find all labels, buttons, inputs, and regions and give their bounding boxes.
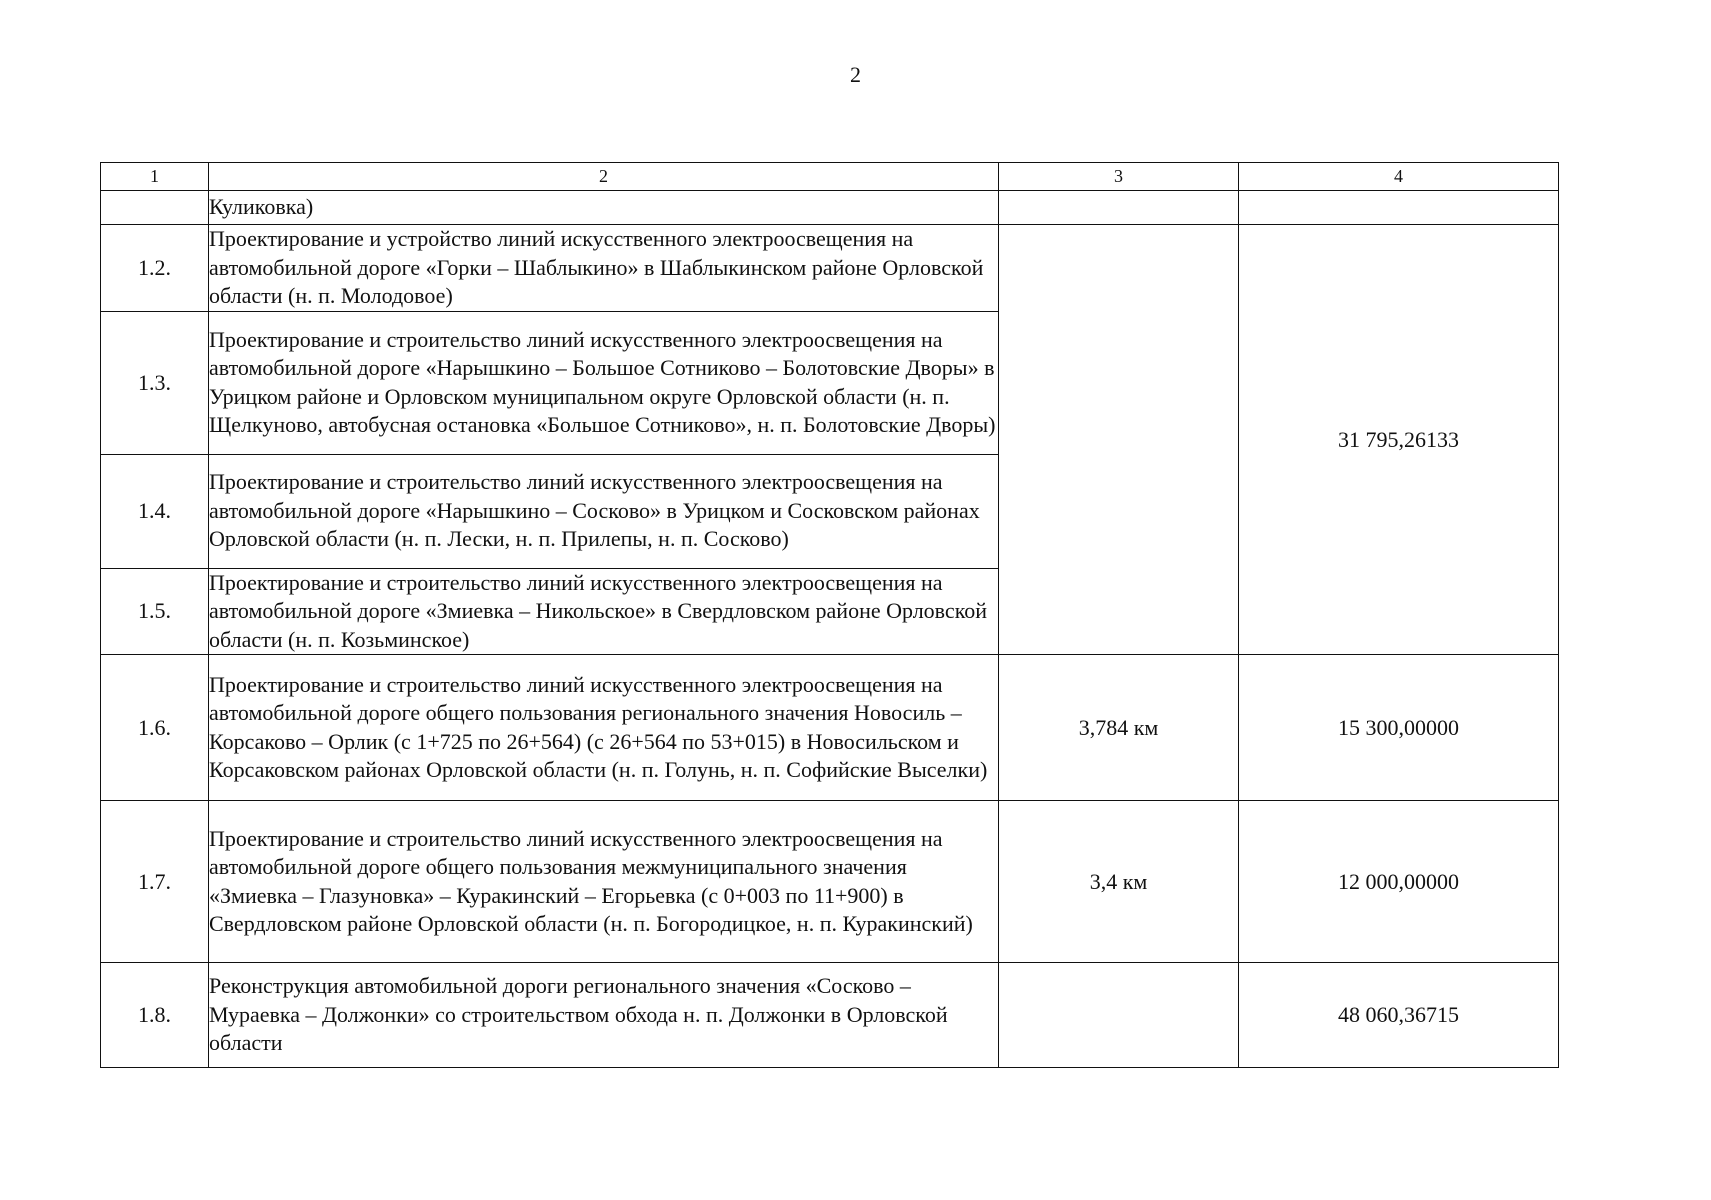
row-description-cell: Проектирование и устройство линий искусственного электроосвещения на автомобильной дороге «Горки – Шаблыкино» в Шаблыкинском районе Орловской области (н. п. Молодовое) [209, 225, 999, 312]
row-description-cell: Куликовка) [209, 191, 999, 225]
works-table [100, 162, 1559, 1068]
row-number-cell: 1.2. [101, 225, 209, 312]
row-description-cell: Проектирование и строительство линий искусственного электроосвещения на автомобильной дороге «Змиевка – Никольское» в Свердловском районе Орловской области (н. п. Козьминское) [209, 568, 999, 655]
row-number-cell: 1.8. [101, 963, 209, 1068]
row-description-cell: Проектирование и строительство линий искусственного электроосвещения на автомобильной дороге «Нарышкино – Большое Сотниково – Болотовские Дворы» в Урицком районе и Орловском муниципальном округе Орловской области (н. п. Щелкуново, автобусная остановка «Большое Сотниково», н. п. Болотовские Дворы) [209, 311, 999, 454]
row-description-cell: Проектирование и строительство линий искусственного электроосвещения на автомобильной дороге общего пользования межмуниципального значения «Змиевка – Глазуновка» – Куракинский – Егорьевка (с 0+003 по 11+900) в Свердловском районе Орловской области (н. п. Богородицкое, н. п. Куракинский) [209, 801, 999, 963]
row-number-cell [101, 191, 209, 225]
row-amount-cell: 12 000,00000 [1239, 801, 1559, 963]
table-row-continuation [101, 191, 1559, 225]
row-description-cell: Реконструкция автомобильной дороги регионального значения «Сосково – Мураевка – Должонки» со строительством обхода н. п. Должонки в Орловской области [209, 963, 999, 1068]
row-amount-cell: 48 060,36715 [1239, 963, 1559, 1068]
row-amount-cell [1239, 191, 1559, 225]
row-number-cell: 1.3. [101, 311, 209, 454]
row-number-cell: 1.6. [101, 655, 209, 801]
page-number: 2 [850, 62, 861, 87]
row-length-cell: 3,4 км [999, 801, 1239, 963]
header-cell-3: 3 [999, 163, 1239, 191]
table-row-1-2 [101, 225, 1559, 312]
table-row-1-6 [101, 655, 1559, 801]
row-length-cell [999, 963, 1239, 1068]
header-cell-1: 1 [101, 163, 209, 191]
row-description-cell: Проектирование и строительство линий искусственного электроосвещения на автомобильной дороге «Нарышкино – Сосково» в Урицком и Сосковском районах Орловской области (н. п. Лески, н. п. Прилепы, н. п. Сосково) [209, 454, 999, 568]
table-header-row [101, 163, 1559, 191]
header-cell-2: 2 [209, 163, 999, 191]
table-row-1-8 [101, 963, 1559, 1068]
header-cell-4: 4 [1239, 163, 1559, 191]
row-description-cell: Проектирование и строительство линий искусственного электроосвещения на автомобильной дороге общего пользования регионального значения Новосиль – Корсаково – Орлик (с 1+725 по 26+564) (с 26+564 по 53+015) в Новосильском и Корсаковском районах Орловской области (н. п. Голунь, н. п. Софийские Выселки) [209, 655, 999, 801]
table-row-1-7 [101, 801, 1559, 963]
row-length-cell [999, 191, 1239, 225]
row-number-cell: 1.5. [101, 568, 209, 655]
merged-amount-cell: 31 795,26133 [1239, 225, 1559, 655]
merged-length-cell [999, 225, 1239, 655]
row-number-cell: 1.4. [101, 454, 209, 568]
row-amount-cell: 15 300,00000 [1239, 655, 1559, 801]
row-length-cell: 3,784 км [999, 655, 1239, 801]
row-number-cell: 1.7. [101, 801, 209, 963]
